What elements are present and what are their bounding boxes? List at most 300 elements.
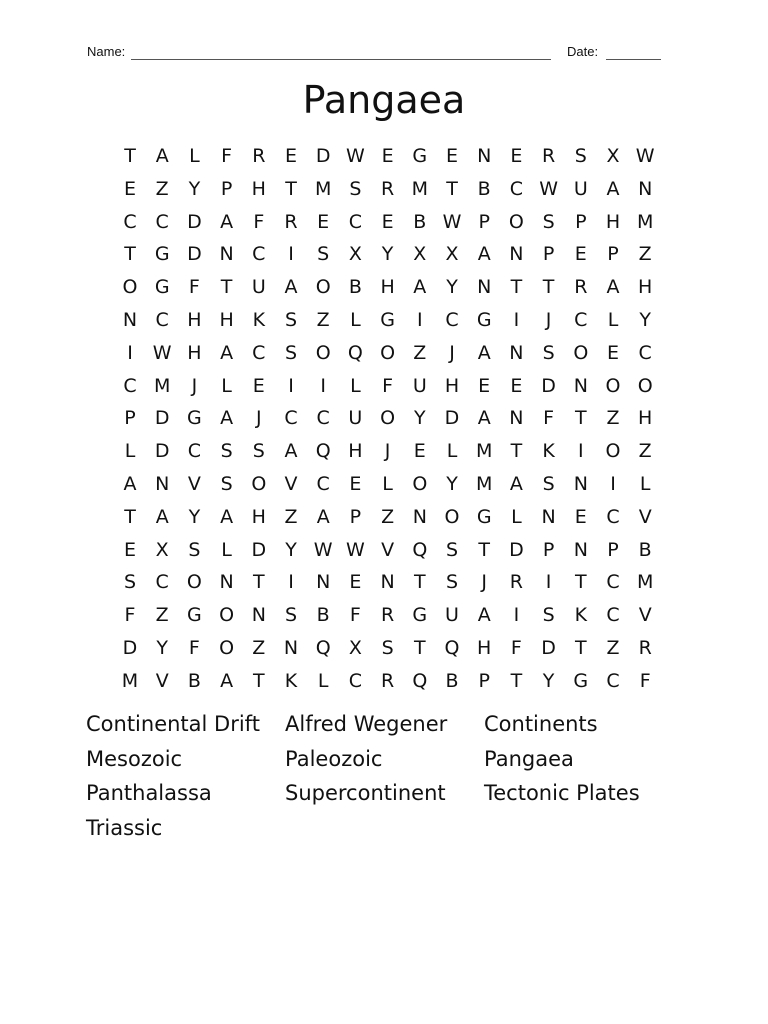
grid-row <box>114 501 659 534</box>
grid-row <box>114 665 659 698</box>
grid-letter: N <box>477 276 492 299</box>
grid-letter: H <box>638 407 653 430</box>
grid-letter: W <box>635 145 655 167</box>
word-list-item: Continental Drift <box>86 712 260 736</box>
grid-letter: O <box>444 505 460 528</box>
grid-letter: T <box>124 243 136 266</box>
grid-letter: E <box>284 145 297 167</box>
grid-letter: I <box>577 440 584 463</box>
grid-letter: L <box>639 473 651 495</box>
grid-letter: N <box>573 374 588 397</box>
grid-letter: M <box>153 374 171 397</box>
grid-letter: N <box>509 243 524 266</box>
grid-letter: L <box>350 309 361 331</box>
grid-letter: Z <box>606 407 620 430</box>
grid-letter: O <box>605 374 621 397</box>
grid-letter: I <box>288 571 294 594</box>
word-list-item: Tectonic Plates <box>484 781 640 805</box>
grid-letter: F <box>510 637 522 659</box>
grid-letter: C <box>606 669 620 692</box>
grid-letter: R <box>380 177 395 200</box>
grid-letter: F <box>253 210 265 233</box>
word-list <box>86 712 686 862</box>
grid-letter: I <box>513 604 520 627</box>
grid-letter: N <box>380 571 395 594</box>
grid-letter: K <box>284 669 298 692</box>
grid-letter: L <box>124 440 136 463</box>
grid-letter: Z <box>155 177 169 200</box>
grid-letter: N <box>283 637 299 659</box>
grid-letter: S <box>317 243 330 266</box>
grid-letter: U <box>348 407 363 430</box>
page-title: Pangaea <box>302 78 466 122</box>
grid-letter: V <box>638 505 652 528</box>
grid-letter: S <box>220 440 233 463</box>
grid-letter: H <box>251 505 266 528</box>
grid-letter: L <box>221 374 232 397</box>
grid-letter: V <box>187 473 201 495</box>
grid-letter: C <box>123 374 137 397</box>
grid-letter: C <box>638 341 652 364</box>
grid-letter: N <box>541 505 556 528</box>
word-list-item: Supercontinent <box>285 781 446 805</box>
grid-letter: A <box>477 243 491 266</box>
grid-row <box>114 402 659 435</box>
grid-letter: Z <box>316 309 330 331</box>
grid-letter: T <box>542 276 555 299</box>
grid-row <box>114 566 659 599</box>
word-list-item: Panthalassa <box>86 781 212 805</box>
word-search-grid <box>114 140 659 700</box>
grid-row <box>114 435 659 468</box>
grid-letter: A <box>123 473 137 495</box>
grid-letter: A <box>155 505 169 528</box>
grid-letter: U <box>412 374 427 397</box>
grid-letter: C <box>348 210 363 233</box>
grid-letter: D <box>541 374 556 397</box>
grid-letter: N <box>638 177 653 200</box>
grid-letter: L <box>189 145 200 167</box>
grid-letter: A <box>220 505 234 528</box>
grid-letter: X <box>348 637 362 659</box>
grid-letter: E <box>252 374 265 397</box>
grid-letter: D <box>251 538 267 561</box>
grid-letter: C <box>155 210 169 233</box>
grid-letter: O <box>573 341 589 364</box>
grid-letter: H <box>477 637 492 659</box>
grid-letter: T <box>124 145 136 167</box>
grid-letter: O <box>251 473 267 495</box>
grid-letter: D <box>315 145 331 167</box>
grid-letter: M <box>636 571 654 594</box>
grid-letter: J <box>545 309 552 331</box>
grid-letter: F <box>349 604 361 627</box>
grid-letter: T <box>574 637 587 659</box>
grid-letter: F <box>188 637 200 659</box>
grid-letter: Y <box>542 669 555 692</box>
grid-letter: T <box>413 571 426 594</box>
grid-letter: B <box>413 210 427 233</box>
grid-letter: U <box>445 604 459 627</box>
grid-letter: S <box>381 637 394 659</box>
grid-letter: B <box>477 177 491 200</box>
grid-letter: F <box>382 374 394 397</box>
grid-letter: L <box>511 505 522 528</box>
grid-letter: N <box>122 309 138 331</box>
grid-letter: O <box>219 604 235 627</box>
grid-letter: T <box>252 669 265 692</box>
word-list-item: Paleozoic <box>285 746 383 771</box>
grid-letter: P <box>478 210 490 233</box>
grid-letter: O <box>219 637 235 659</box>
grid-letter: E <box>123 538 136 561</box>
grid-letter: S <box>542 473 555 495</box>
grid-letter: Z <box>413 341 427 364</box>
grid-letter: G <box>187 604 202 627</box>
grid-letter: C <box>316 473 330 495</box>
grid-letter: H <box>444 374 460 397</box>
grid-letter: Q <box>315 637 331 659</box>
grid-letter: A <box>477 604 491 627</box>
grid-letter: O <box>380 407 396 430</box>
grid-letter: E <box>317 210 330 233</box>
grid-letter: A <box>155 145 169 167</box>
grid-letter: W <box>152 341 172 364</box>
grid-letter: A <box>606 276 620 299</box>
grid-letter: N <box>316 571 331 594</box>
grid-letter: Z <box>381 505 395 528</box>
grid-letter: V <box>284 473 298 495</box>
grid-letter: H <box>251 177 266 200</box>
grid-row <box>114 599 659 632</box>
grid-letter: E <box>381 210 394 233</box>
grid-letter: L <box>350 374 361 397</box>
grid-letter: I <box>288 243 294 266</box>
grid-letter: H <box>348 440 363 463</box>
grid-letter: C <box>155 309 169 331</box>
grid-letter: D <box>509 538 524 561</box>
grid-letter: Z <box>638 440 652 463</box>
grid-letter: L <box>607 309 619 331</box>
grid-letter: B <box>445 669 459 692</box>
grid-row <box>114 140 659 173</box>
grid-letter: M <box>314 177 332 200</box>
grid-row <box>114 534 659 567</box>
grid-row <box>114 238 659 271</box>
grid-letter: P <box>542 538 555 561</box>
grid-letter: W <box>345 145 365 167</box>
grid-letter: H <box>380 276 395 299</box>
grid-letter: Y <box>381 243 394 266</box>
grid-letter: E <box>445 145 458 167</box>
grid-letter: S <box>123 571 137 594</box>
word-list-item: Pangaea <box>484 746 574 771</box>
grid-letter: Y <box>446 276 458 299</box>
grid-letter: P <box>575 210 587 233</box>
grid-letter: C <box>252 341 266 364</box>
grid-letter: Y <box>639 309 651 331</box>
grid-row <box>114 173 659 206</box>
grid-letter: N <box>219 243 234 266</box>
grid-letter: P <box>124 407 136 430</box>
grid-letter: W <box>539 177 558 200</box>
grid-letter: A <box>477 407 491 430</box>
grid-letter: X <box>606 145 620 167</box>
grid-row <box>114 468 659 501</box>
grid-letter: J <box>481 571 487 594</box>
grid-letter: E <box>349 473 362 495</box>
grid-letter: S <box>349 177 362 200</box>
grid-letter: A <box>284 276 298 299</box>
grid-letter: G <box>187 407 202 430</box>
grid-letter: E <box>123 177 136 200</box>
grid-letter: F <box>221 145 233 167</box>
grid-letter: I <box>416 309 423 331</box>
grid-letter: Z <box>606 637 620 659</box>
grid-row <box>114 337 659 370</box>
grid-letter: R <box>638 637 652 659</box>
grid-letter: Z <box>252 637 266 659</box>
name-line <box>131 59 551 60</box>
grid-letter: T <box>413 637 426 659</box>
grid-letter: P <box>478 669 490 692</box>
grid-letter: R <box>380 604 395 627</box>
grid-letter: H <box>605 210 621 233</box>
grid-letter: A <box>413 276 427 299</box>
grid-letter: N <box>573 473 588 495</box>
grid-letter: G <box>476 309 492 331</box>
grid-letter: T <box>478 538 490 561</box>
grid-letter: T <box>574 407 587 430</box>
grid-letter: A <box>509 473 523 495</box>
grid-letter: H <box>187 309 202 331</box>
grid-letter: D <box>187 210 202 233</box>
grid-letter: T <box>446 177 458 200</box>
grid-letter: O <box>186 571 202 594</box>
grid-letter: Y <box>446 473 458 495</box>
grid-letter: E <box>606 341 619 364</box>
grid-letter: S <box>284 604 298 627</box>
grid-letter: I <box>545 571 552 594</box>
grid-letter: C <box>252 243 266 266</box>
grid-letter: S <box>445 571 459 594</box>
grid-letter: D <box>187 243 202 266</box>
grid-letter: C <box>348 669 363 692</box>
grid-letter: F <box>543 407 555 430</box>
grid-letter: L <box>382 473 393 495</box>
grid-letter: R <box>541 145 556 167</box>
grid-letter: P <box>607 538 619 561</box>
grid-letter: G <box>476 505 492 528</box>
grid-letter: O <box>315 276 331 299</box>
grid-letter: G <box>412 145 428 167</box>
grid-letter: Y <box>188 177 201 200</box>
grid-letter: T <box>124 505 136 528</box>
grid-letter: T <box>220 276 233 299</box>
grid-letter: N <box>412 505 427 528</box>
grid-letter: C <box>606 571 620 594</box>
grid-letter: X <box>348 243 362 266</box>
grid-letter: N <box>509 341 524 364</box>
grid-letter: E <box>574 505 587 528</box>
grid-letter: C <box>155 571 169 594</box>
grid-letter: C <box>509 177 524 200</box>
grid-letter: J <box>255 407 262 430</box>
grid-letter: O <box>380 341 396 364</box>
grid-letter: I <box>320 374 326 397</box>
grid-letter: G <box>154 276 170 299</box>
grid-letter: N <box>509 407 524 430</box>
grid-letter: H <box>638 276 653 299</box>
grid-letter: E <box>381 145 394 167</box>
grid-letter: A <box>220 407 234 430</box>
grid-letter: H <box>219 309 234 331</box>
grid-letter: C <box>606 505 620 528</box>
grid-letter: N <box>155 473 170 495</box>
grid-letter: N <box>219 571 234 594</box>
grid-letter: G <box>412 604 428 627</box>
grid-letter: I <box>513 309 520 331</box>
grid-letter: M <box>475 440 493 463</box>
grid-letter: D <box>154 407 170 430</box>
grid-letter: Q <box>412 538 428 561</box>
grid-letter: T <box>285 177 297 200</box>
grid-letter: M <box>411 177 428 200</box>
grid-letter: P <box>220 177 233 200</box>
grid-letter: K <box>252 309 266 331</box>
grid-letter: I <box>610 473 616 495</box>
grid-letter: Y <box>413 407 426 430</box>
grid-row <box>114 632 659 665</box>
grid-letter: L <box>221 538 232 561</box>
grid-letter: A <box>220 669 234 692</box>
grid-letter: S <box>445 538 459 561</box>
grid-letter: H <box>187 341 202 364</box>
grid-letter: G <box>380 309 395 331</box>
date-line <box>606 59 661 60</box>
grid-letter: G <box>154 243 170 266</box>
grid-letter: S <box>542 341 555 364</box>
grid-letter: B <box>187 669 201 692</box>
grid-letter: D <box>122 637 138 659</box>
grid-letter: K <box>542 440 555 463</box>
grid-letter: C <box>284 407 298 430</box>
grid-letter: D <box>541 637 556 659</box>
grid-letter: B <box>348 276 362 299</box>
grid-letter: Z <box>284 505 298 528</box>
grid-letter: G <box>573 669 589 692</box>
grid-letter: T <box>510 669 523 692</box>
grid-letter: S <box>284 309 298 331</box>
word-list-item: Continents <box>484 712 598 736</box>
grid-letter: S <box>220 473 233 495</box>
grid-letter: P <box>607 243 619 266</box>
grid-letter: J <box>384 440 391 463</box>
grid-letter: F <box>639 669 651 692</box>
grid-letter: B <box>316 604 330 627</box>
grid-letter: X <box>155 538 169 561</box>
worksheet-header <box>87 44 667 64</box>
grid-letter: T <box>510 440 523 463</box>
grid-letter: N <box>477 145 492 167</box>
grid-letter: Q <box>412 669 428 692</box>
grid-letter: O <box>122 276 138 299</box>
grid-row <box>114 206 659 239</box>
date-label: Date: <box>567 44 599 59</box>
grid-letter: R <box>284 210 298 233</box>
grid-letter: C <box>316 407 330 430</box>
grid-letter: C <box>606 604 620 627</box>
grid-letter: R <box>509 571 523 594</box>
grid-letter: A <box>477 341 491 364</box>
grid-letter: W <box>313 538 333 561</box>
grid-letter: S <box>542 210 555 233</box>
grid-letter: W <box>345 538 365 561</box>
grid-letter: O <box>605 440 621 463</box>
grid-letter: D <box>154 440 170 463</box>
grid-letter: A <box>284 440 298 463</box>
grid-letter: C <box>187 440 202 463</box>
grid-letter: R <box>574 276 588 299</box>
grid-letter: I <box>288 374 294 397</box>
grid-letter: V <box>381 538 395 561</box>
word-list-item: Triassic <box>86 815 163 840</box>
grid-letter: F <box>188 276 200 299</box>
grid-letter: P <box>349 505 362 528</box>
grid-letter: Y <box>156 637 168 659</box>
grid-letter: K <box>574 604 588 627</box>
grid-letter: B <box>638 538 652 561</box>
grid-letter: M <box>636 210 654 233</box>
grid-letter: E <box>349 571 362 594</box>
grid-letter: F <box>124 604 136 627</box>
grid-letter: M <box>475 473 493 495</box>
grid-letter: T <box>252 571 265 594</box>
grid-letter: Z <box>155 604 169 627</box>
grid-letter: J <box>191 374 198 397</box>
grid-letter: Q <box>347 341 363 364</box>
grid-letter: L <box>446 440 458 463</box>
grid-letter: E <box>413 440 426 463</box>
grid-row <box>114 370 659 403</box>
grid-letter: S <box>542 604 555 627</box>
name-label: Name: <box>87 44 126 59</box>
grid-letter: Z <box>638 243 652 266</box>
grid-letter: C <box>123 210 137 233</box>
grid-letter: A <box>606 177 620 200</box>
grid-letter: A <box>220 210 234 233</box>
grid-letter: I <box>127 341 133 364</box>
grid-letter: E <box>574 243 587 266</box>
grid-letter: N <box>573 538 588 561</box>
grid-letter: L <box>317 669 329 692</box>
grid-row <box>114 271 659 304</box>
grid-letter: A <box>316 505 330 528</box>
grid-letter: A <box>220 341 234 364</box>
grid-letter: V <box>638 604 652 627</box>
grid-letter: Q <box>315 440 331 463</box>
grid-letter: C <box>445 309 459 331</box>
grid-letter: R <box>380 669 395 692</box>
grid-letter: Y <box>285 538 297 561</box>
grid-letter: D <box>444 407 460 430</box>
grid-letter: T <box>510 276 523 299</box>
grid-row <box>114 304 659 337</box>
grid-letter: E <box>510 374 523 397</box>
grid-letter: P <box>542 243 555 266</box>
grid-letter: S <box>188 538 201 561</box>
grid-letter: X <box>413 243 427 266</box>
